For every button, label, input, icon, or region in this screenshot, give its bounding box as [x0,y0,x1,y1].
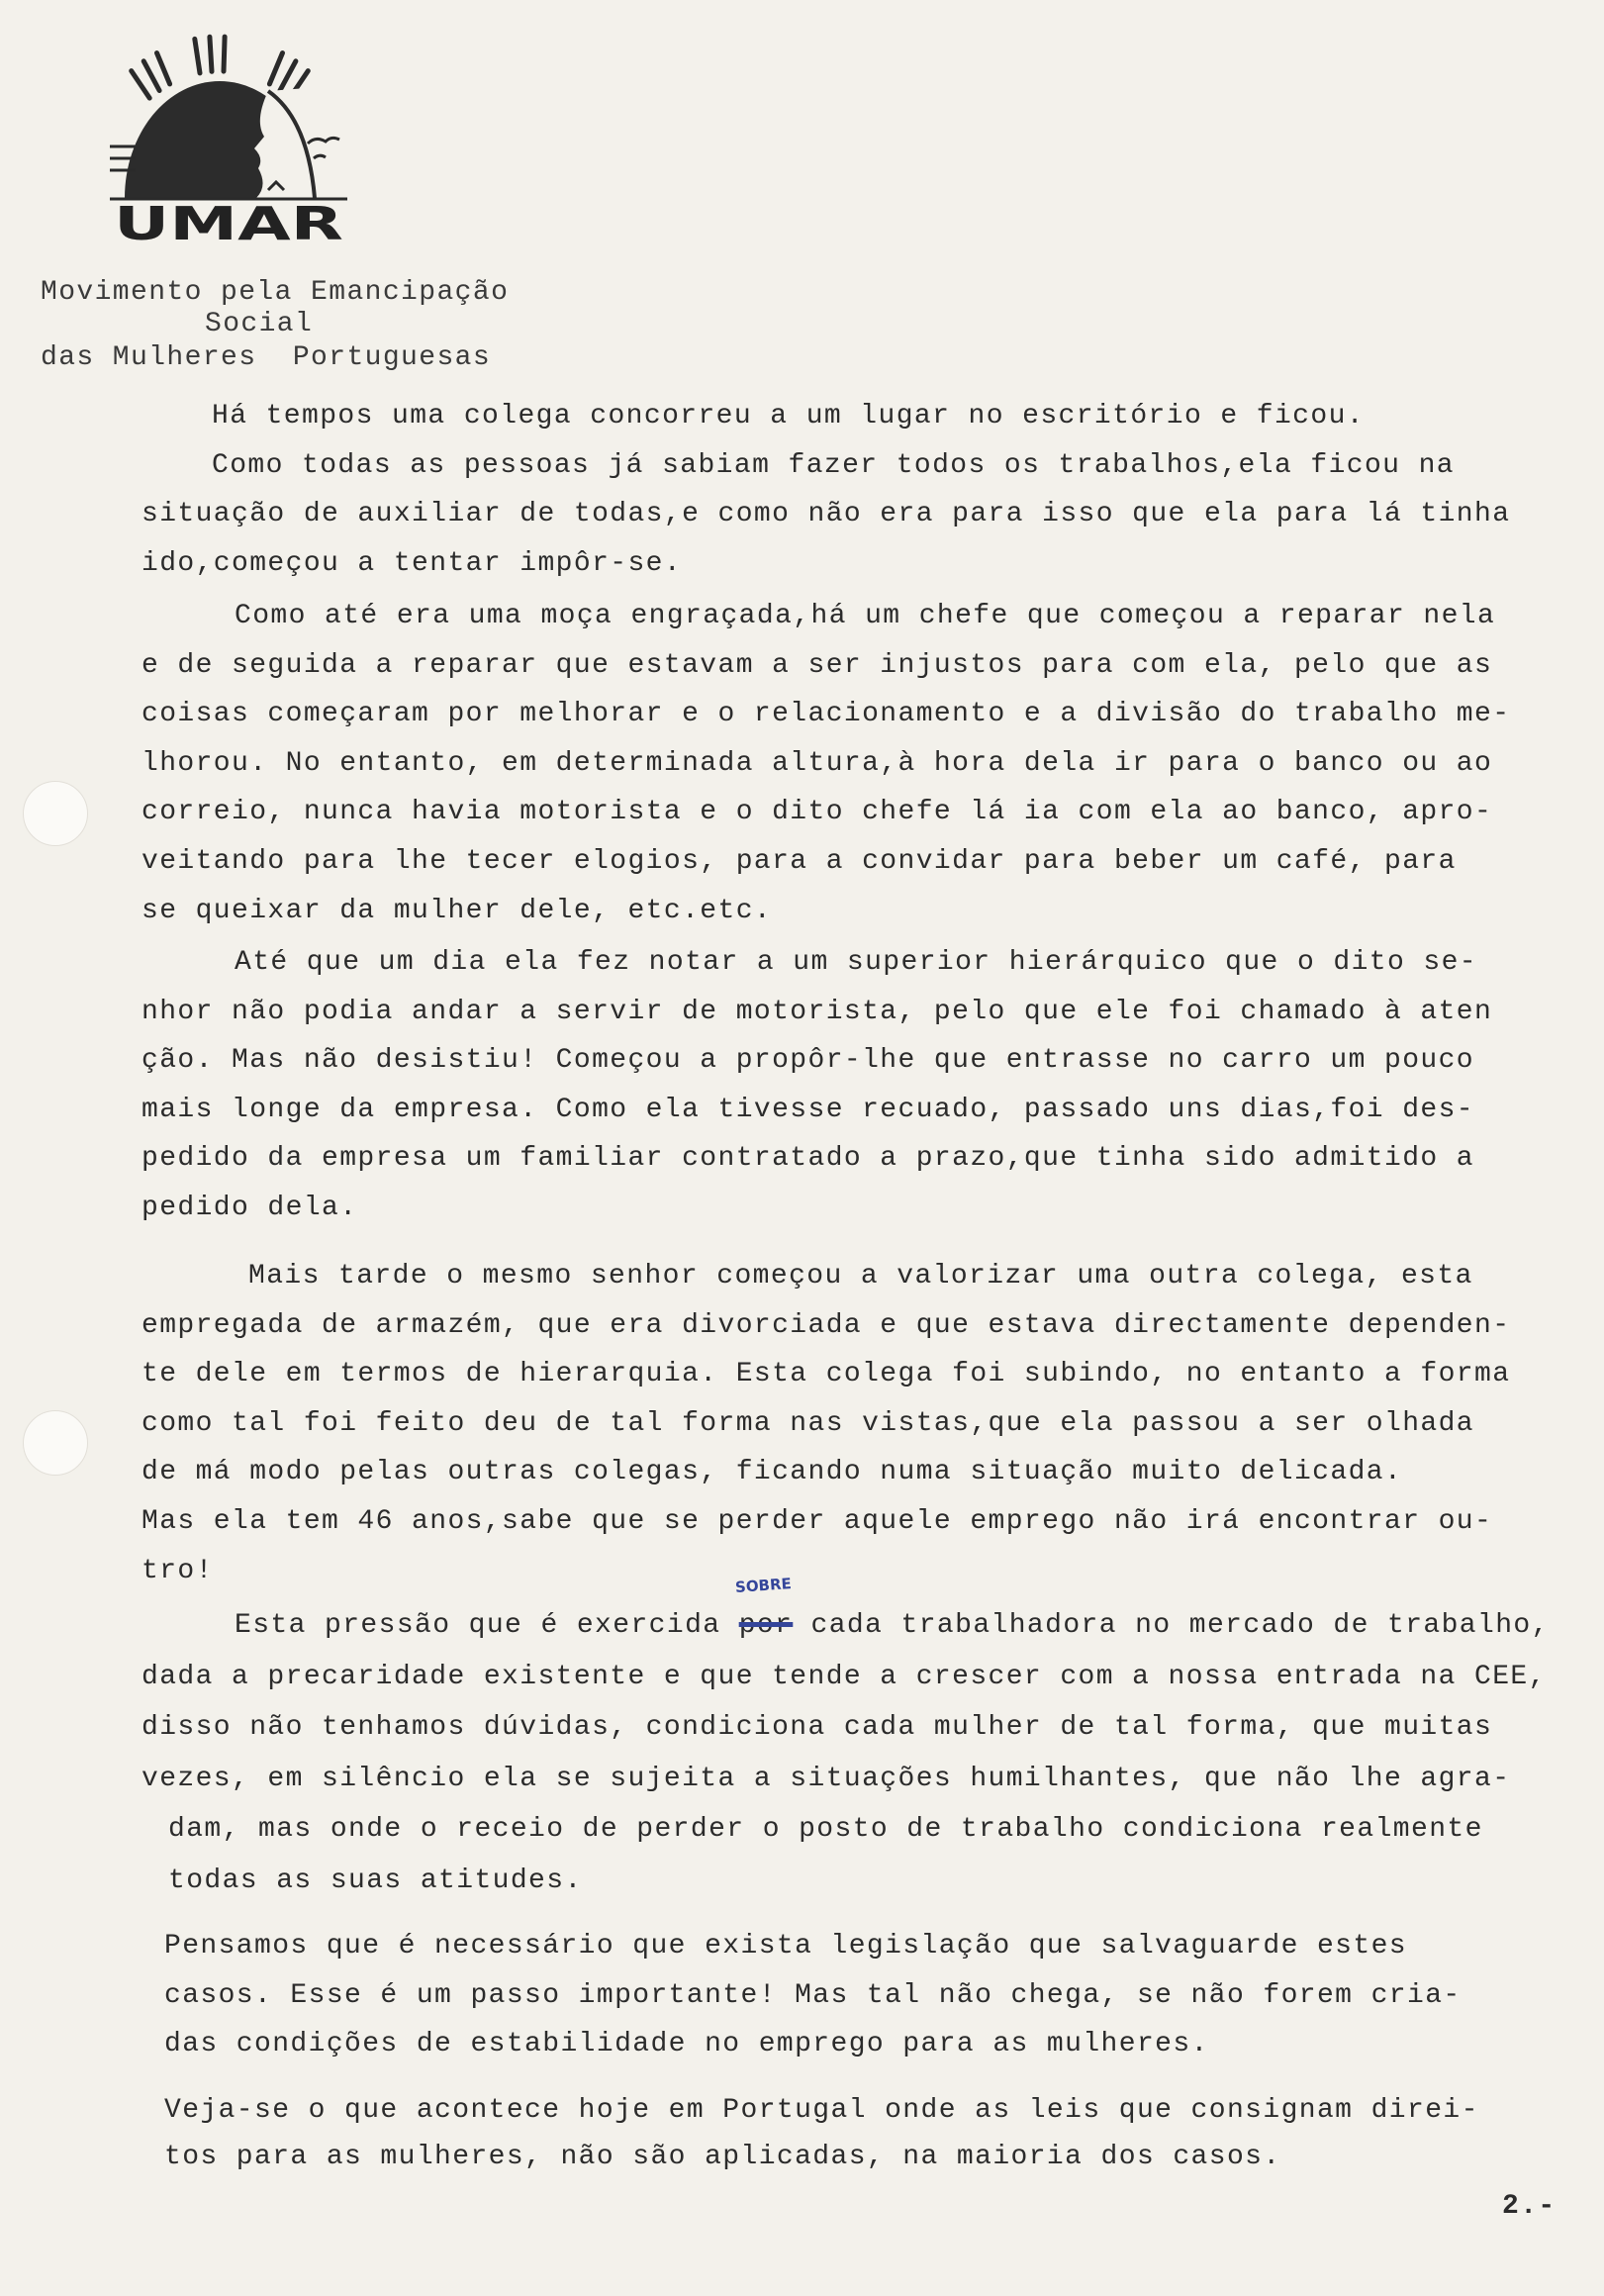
text-line: Mais tarde o mesmo senhor começou a valorizar uma outra colega, esta [248,1261,1473,1292]
text-line: das condições de estabilidade no emprego para as mulheres. [164,2029,1209,2060]
text-line: Veja-se o que acontece hoje em Portugal onde as leis que consignam direi- [164,2095,1479,2126]
page-number: 2.- [1502,2191,1557,2222]
text-line: tos para as mulheres, não são aplicadas, na maioria dos casos. [164,2142,1281,2172]
paragraph [0,938,1604,1233]
paragraph [0,592,1604,935]
text-line: dada a precaridade existente e que tende a crescer com a nossa entrada na CEE, [142,1661,1547,1692]
text-line: dam, mas onde o receio de perder o posto de trabalho condiciona realmente [168,1814,1483,1846]
text-line: pedido da empresa um familiar contratado a prazo,que tinha sido admitido a [142,1143,1475,1175]
text-line: como tal foi feito deu de tal forma nas vistas,que ela passou a ser olhada [142,1407,1475,1439]
text-line: de má modo pelas outras colegas, ficando numa situação muito delicada. [142,1457,1403,1488]
org-name-line3: das Mulheres Portuguesas [41,342,492,373]
text-line: mais longe da empresa. Como ela tivesse recuado, passado uns dias,foi des- [142,1094,1475,1125]
logo-wordmark: UMAR [114,197,343,242]
struck-word [734,1575,794,1652]
text-line: todas as suas atitudes. [168,1865,583,1896]
text-line: casos. Esse é um passo importante! Mas tal não chega, se não forem cria- [164,1979,1462,2011]
paragraph [0,1252,1604,1595]
text-segment: Esta pressão que é exercida [235,1610,739,1641]
text-line: Até que um dia ela fez notar a um superior hierárquico que o dito se- [235,947,1477,978]
text-line: Pensamos que é necessário que exista legislação que salvaguarde estes [164,1931,1407,1961]
text-line: Como até era uma moça engraçada,há um chefe que começou a reparar nela [235,601,1496,631]
text-line: disso não tenhamos dúvidas, condiciona cada mulher de tal forma, que muitas [142,1712,1493,1744]
text-line: Como todas as pessoas já sabiam fazer todos os trabalhos,ela ficou na [212,449,1455,481]
paragraph [0,2087,1604,2180]
org-name-line1: Movimento pela Emancipação [41,277,510,308]
handwritten-correction: SOBRE [734,1575,793,1596]
text-segment: cada trabalhadora no mercado de trabalho, [793,1610,1550,1641]
text-line: lhorou. No entanto, em determinada altura,à hora dela ir para o banco ou ao [142,747,1493,779]
text-line: coisas começaram por melhorar e o relacionamento e a divisão do trabalho me- [142,699,1511,730]
org-name-line2: Social [205,309,314,339]
text-line: veitando para lhe tecer elogios, para a convidar para beber um café, para [142,845,1457,877]
text-line: se queixar da mulher dele, etc.etc. [142,895,773,926]
text-line: Há tempos uma colega concorreu a um lugar no escritório e ficou. [212,401,1365,431]
text-line: empregada de armazém, que era divorciada e que estava directamente dependen- [142,1309,1511,1341]
text-line: Mas ela tem 46 anos,sabe que se perder aquele emprego não irá encontrar ou- [142,1505,1493,1537]
paragraph [0,1922,1604,2069]
text-line: te dele em termos de hierarquia. Esta colega foi subindo, no entanto a forma [142,1359,1511,1390]
text-line: pedido dela. [142,1192,358,1223]
text-line: situação de auxiliar de todas,e como não era para isso que ela para lá tinha [142,499,1511,530]
paragraph [0,1575,1604,1907]
text-line: e de seguida a reparar que estavam a ser injustos para com ela, pelo que as [142,649,1493,681]
text-line: ção. Mas não desistiu! Começou a propôr-lhe que entrasse no carro um pouco [142,1045,1475,1077]
struck-text: por [738,1610,794,1641]
text-line: ido,começou a tentar impôr-se. [142,547,683,579]
text-line: nhor não podia andar a servir de motorista, pelo que ele foi chamado à aten [142,996,1493,1027]
paragraph [0,392,1604,588]
text-line: vezes, em silêncio ela se sujeita a situações humilhantes, que não lhe agra- [142,1763,1511,1794]
text-line: correio, nunca havia motorista e o dito chefe lá ia com ela ao banco, apro- [142,797,1493,828]
text-line [0,1575,1604,1652]
umar-logo [110,30,347,242]
text-line: tro! [142,1555,214,1586]
